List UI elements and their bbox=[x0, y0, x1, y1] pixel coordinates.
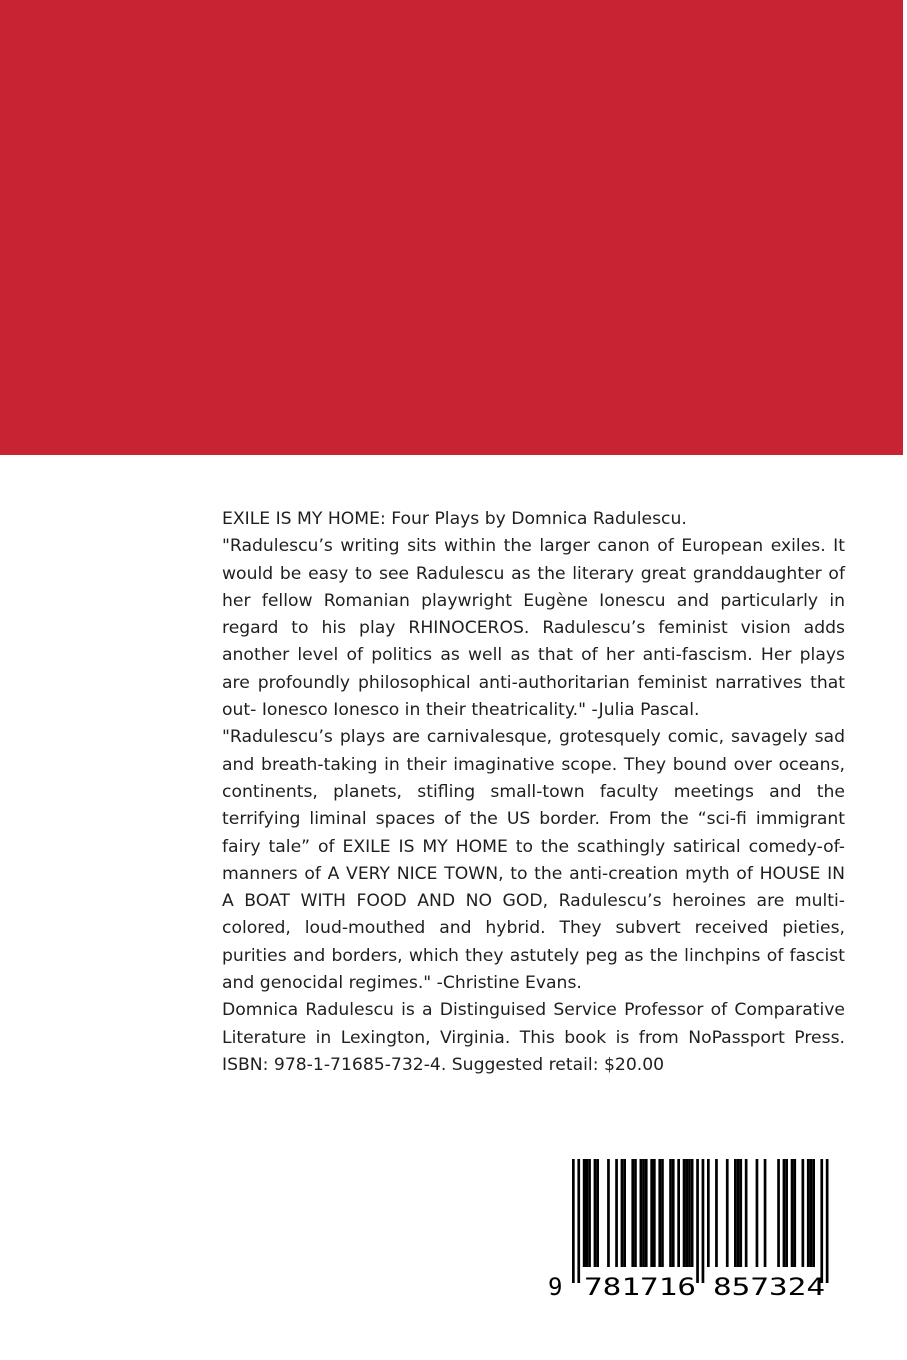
barcode-bar-3 bbox=[586, 1159, 589, 1267]
barcode-bar-32 bbox=[734, 1159, 737, 1267]
barcode-bar-11 bbox=[631, 1159, 634, 1267]
barcode-bar-4 bbox=[588, 1159, 591, 1267]
barcode-right-digits: 857324 bbox=[713, 1273, 825, 1301]
barcode-left-digits: 781716 bbox=[584, 1273, 696, 1301]
barcode-bar-10 bbox=[623, 1159, 626, 1267]
barcode-bar-19 bbox=[661, 1159, 664, 1267]
barcode-bar-15 bbox=[645, 1159, 648, 1267]
barcode-bar-33 bbox=[737, 1159, 740, 1267]
barcode-bar-46 bbox=[812, 1159, 815, 1267]
barcode-bar-41 bbox=[791, 1159, 794, 1267]
barcode-bar-9 bbox=[621, 1159, 624, 1267]
barcode-bar-42 bbox=[793, 1159, 796, 1267]
barcode-bar-40 bbox=[785, 1159, 788, 1267]
barcode-bar-8 bbox=[615, 1159, 618, 1267]
barcode-bar-24 bbox=[685, 1159, 688, 1267]
barcode-bar-34 bbox=[739, 1159, 742, 1267]
barcode-bar-47 bbox=[820, 1159, 823, 1283]
barcode-bar-26 bbox=[691, 1159, 694, 1267]
barcode-leading-digit: 9 bbox=[548, 1273, 563, 1301]
barcode-bar-31 bbox=[726, 1159, 729, 1267]
barcode-bar-0 bbox=[572, 1159, 575, 1283]
barcode-bar-5 bbox=[594, 1159, 597, 1267]
barcode-bar-1 bbox=[577, 1159, 580, 1283]
barcode-bar-37 bbox=[764, 1159, 767, 1267]
barcode-bars bbox=[572, 1159, 829, 1283]
barcode-bar-20 bbox=[669, 1159, 672, 1267]
barcode-bar-16 bbox=[650, 1159, 653, 1267]
barcode-bar-45 bbox=[810, 1159, 813, 1267]
page-edge bbox=[903, 0, 907, 1360]
barcode-bar-44 bbox=[807, 1159, 810, 1267]
back-cover-blurb bbox=[222, 506, 845, 1079]
barcode-graphic bbox=[540, 1155, 850, 1305]
blurb-title-line: EXILE IS MY HOME: Four Plays by Domnica Radulescu. bbox=[222, 509, 687, 529]
barcode-bar-38 bbox=[777, 1159, 780, 1267]
barcode-bar-13 bbox=[640, 1159, 643, 1267]
barcode-bar-35 bbox=[745, 1159, 748, 1267]
red-color-block bbox=[0, 0, 903, 455]
barcode-bar-14 bbox=[642, 1159, 645, 1267]
barcode-bar-25 bbox=[688, 1159, 691, 1267]
barcode-bar-12 bbox=[634, 1159, 637, 1267]
barcode-bar-30 bbox=[715, 1159, 718, 1267]
barcode-bar-7 bbox=[607, 1159, 610, 1267]
blurb-quote-christine-evans: "Radulescu’s plays are carnivalesque, grotesquely comic, savagely sad and breath-taking in their imaginative scope. They bound over oceans, continents, planets, stifling small-town faculty meetings and the terrifying liminal spaces of the US border. From the “sci-fi immigrant fairy tale” of EXILE IS MY HOME to the scathingly satirical comedy-of-manners of A VERY NICE TOWN, to the anti-creation myth of HOUSE IN A BOAT WITH FOOD AND NO GOD, Radulescu’s heroines are multi-colored, loud-mouthed and hybrid. They subvert received pieties, purities and borders, which they astutely peg as the linchpins of fascist and genocidal regimes." -Christine Evans. bbox=[222, 727, 845, 994]
barcode-bar-2 bbox=[583, 1159, 586, 1267]
barcode-bar-27 bbox=[696, 1159, 699, 1283]
isbn-barcode bbox=[540, 1155, 850, 1305]
barcode-bar-17 bbox=[653, 1159, 656, 1267]
barcode-bar-39 bbox=[783, 1159, 786, 1267]
barcode-bar-48 bbox=[826, 1159, 829, 1283]
barcode-bar-28 bbox=[702, 1159, 705, 1283]
barcode-bar-23 bbox=[683, 1159, 686, 1267]
blurb-quote-julia-pascal: "Radulescu’s writing sits within the larger canon of European exiles. It would be easy to see Radulescu as the literary great granddaughter of her fellow Romanian playwright Eugène Ionescu and particularly in regard to his play RHINOCEROS. Radulescu’s feminist vision adds another level of politics as well as that of her anti-fascism. Her plays are profoundly philosophical anti-authoritarian feminist narratives that out- Ionesco Ionesco in their theatricality." -Julia Pascal. bbox=[222, 536, 845, 721]
barcode-bar-22 bbox=[677, 1159, 680, 1267]
blurb-author-info: Domnica Radulescu is a Distinguised Service Professor of Comparative Literature in Lexington, Virginia. This book is from NoPassport Press. ISBN: 978-1-71685-732-4. Suggested retail: $20.00 bbox=[222, 1000, 845, 1075]
barcode-bar-21 bbox=[672, 1159, 675, 1267]
barcode-bar-43 bbox=[802, 1159, 805, 1267]
barcode-bar-29 bbox=[707, 1159, 710, 1267]
barcode-bar-36 bbox=[756, 1159, 759, 1267]
barcode-bar-6 bbox=[596, 1159, 599, 1267]
barcode-bar-18 bbox=[658, 1159, 661, 1267]
